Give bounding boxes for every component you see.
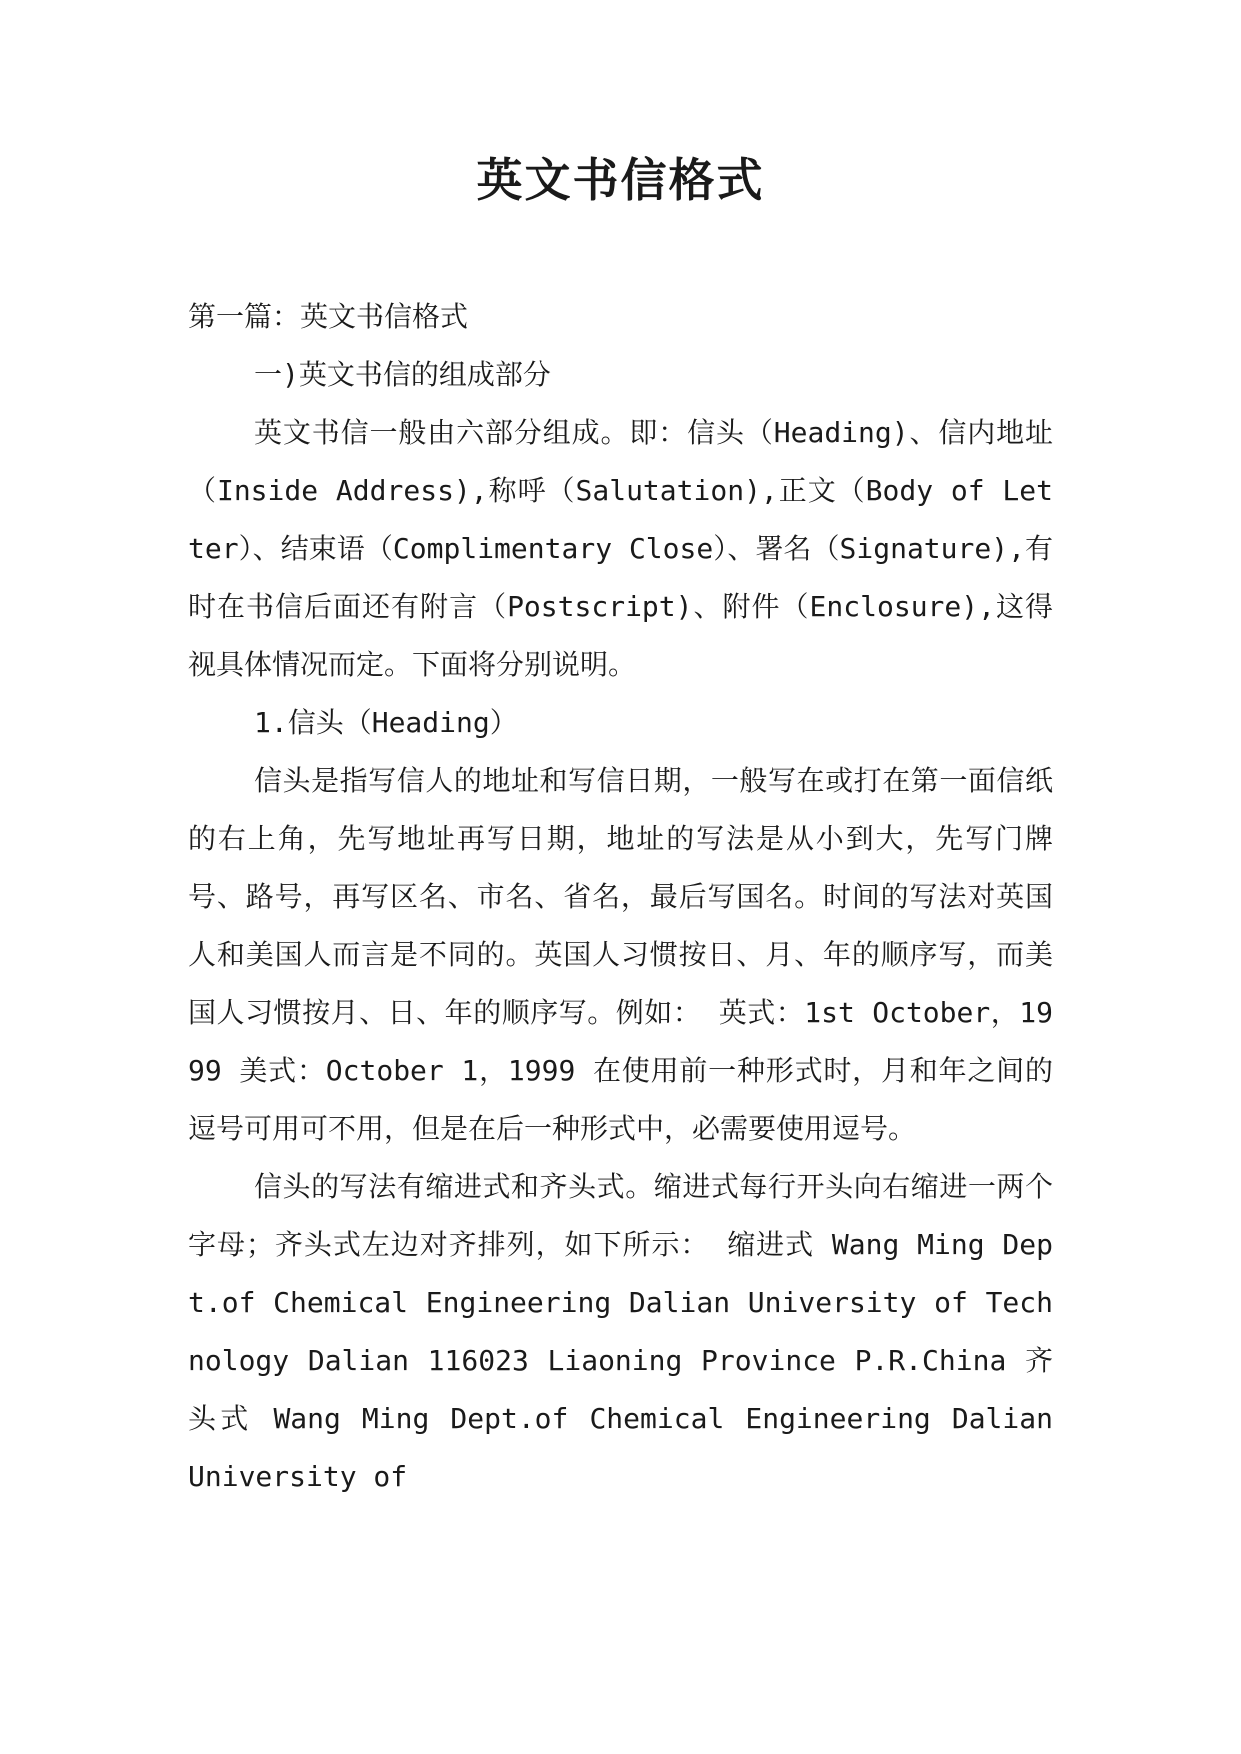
paragraph-heading-description: 信头是指写信人的地址和写信日期，一般写在或打在第一面信纸的右上角，先写地址再写日期，地址的写法是从小到大，先写门牌号、路号，再写区名、市名、省名，最后写国名。时间的写法对英国人和美国人而言是不同的。英国人习惯按日、月、年的顺序写，而美国人习惯按月、日、年的顺序写。例如： 英式：1st October，1999 美式：October 1，1999 在使用前一种形式时，月和年之间的逗号可用可不用，但是在后一种形式中，必需要使用逗号。 xyxy=(188,764,1053,1145)
item-heading-heading: 1.信头（Heading） xyxy=(254,706,518,739)
document-title: 英文书信格式 xyxy=(476,153,765,207)
subsection-heading: 一)英文书信的组成部分 xyxy=(254,358,551,391)
paragraph-intro: 英文书信一般由六部分组成。即：信头（Heading)、信内地址（Inside Address),称呼（Salutation),正文（Body of Letter）、结束语（Complimentary Close）、署名（Signature),有时在书信后面还有附言（Postscript)、附件（Enclosure),这得视具体情况而定。下面将分别说明。 xyxy=(188,416,1053,681)
paragraph-heading-styles: 信头的写法有缩进式和齐头式。缩进式每行开头向右缩进一两个字母；齐头式左边对齐排列，如下所示： 缩进式 Wang Ming Dept.of Chemical Engineering Dalian University of Technology Dalian 116023 Liaoning Province P.R.China 齐头式 Wang Ming Dept.of Chemical Engineering Dalian University of xyxy=(188,1170,1053,1493)
document-body xyxy=(188,288,1053,1506)
section-heading: 第一篇：英文书信格式 xyxy=(188,300,469,333)
